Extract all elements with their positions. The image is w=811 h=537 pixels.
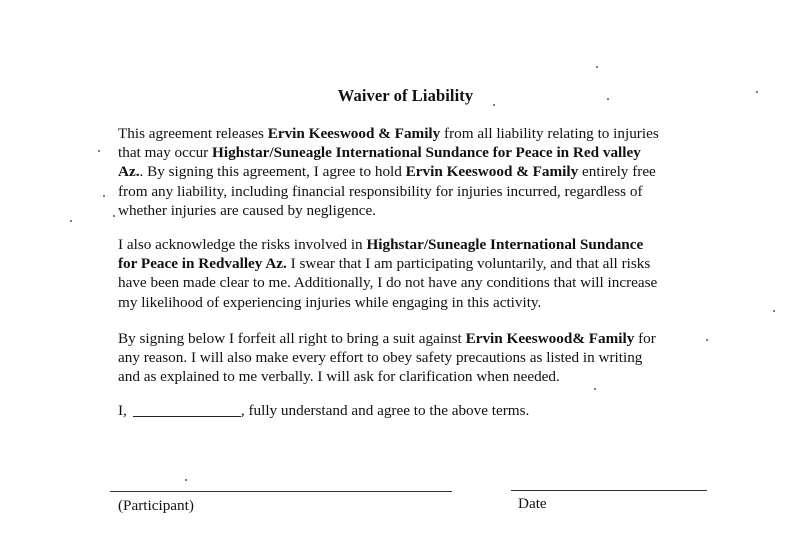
risk-acknowledgement-paragraph bbox=[118, 235, 708, 312]
bold-event-name: Highstar/Suneagle International Sundance for Peace in Red valley bbox=[212, 144, 641, 162]
agreement-statement bbox=[118, 402, 529, 420]
agreement-suffix: , fully understand and agree to the above terms. bbox=[240, 402, 530, 419]
scan-speck bbox=[596, 66, 598, 68]
document-title: Waiver of Liability bbox=[337, 86, 474, 105]
paragraph-line: whether injuries are caused by negligence. bbox=[118, 201, 377, 219]
paragraph-line bbox=[118, 235, 708, 254]
scan-speck bbox=[98, 150, 100, 152]
paragraph-line: my likelihood of experiencing injuries while engaging in this activity. bbox=[118, 293, 542, 311]
bold-name: Ervin Keeswood & Family bbox=[405, 163, 579, 181]
paragraph-line: have been made clear to me. Additionally, I do not have any conditions that will increase bbox=[118, 274, 658, 292]
agreement-prefix: I, bbox=[118, 402, 127, 419]
bold-name: Ervin Keeswood & Family bbox=[267, 125, 441, 142]
scan-speck bbox=[493, 104, 495, 106]
bold-event-name: for Peace in Redvalley Az. bbox=[118, 255, 287, 273]
text-run: By signing below I forfeit all right to bring a suit against bbox=[118, 330, 466, 347]
scan-speck bbox=[103, 195, 105, 197]
release-paragraph bbox=[118, 124, 708, 220]
paragraph-line bbox=[118, 124, 708, 143]
scan-speck bbox=[773, 310, 775, 312]
text-run: entirely free bbox=[578, 163, 656, 181]
scan-speck bbox=[756, 91, 758, 93]
name-blank-field[interactable] bbox=[133, 402, 241, 417]
participant-label: (Participant) bbox=[118, 497, 194, 514]
bold-event-name: Highstar/Suneagle International Sundance bbox=[366, 236, 644, 253]
forfeit-paragraph bbox=[118, 329, 708, 387]
text-run: for bbox=[634, 330, 656, 347]
scan-speck bbox=[113, 215, 115, 217]
text-run: This agreement releases bbox=[118, 125, 268, 142]
scan-speck bbox=[70, 220, 72, 222]
paragraph-line bbox=[118, 143, 708, 162]
scan-speck bbox=[607, 98, 609, 100]
paragraph-line: from any liability, including financial responsibility for injuries incurred, regardless of bbox=[118, 182, 643, 200]
paragraph-line: and as explained to me verbally. I will ask for clarification when needed. bbox=[118, 368, 560, 386]
paragraph-line bbox=[118, 162, 708, 181]
paragraph-line bbox=[118, 329, 708, 348]
scan-speck bbox=[185, 479, 187, 481]
bold-name: Ervin Keeswood& Family bbox=[465, 330, 635, 347]
date-label: Date bbox=[518, 495, 547, 512]
text-run: from all liability relating to injuries bbox=[440, 125, 659, 142]
text-run: that may occur bbox=[118, 144, 213, 162]
text-run: I also acknowledge the risks involved in bbox=[118, 236, 367, 253]
date-signature-line[interactable] bbox=[511, 490, 707, 491]
scan-speck bbox=[706, 339, 708, 341]
text-run: I swear that I am participating voluntarily, and that all risks bbox=[286, 255, 651, 273]
text-run: . By signing this agreement, I agree to hold bbox=[139, 163, 406, 181]
paragraph-line: any reason. I will also make every effort to obey safety precautions as listed in writing bbox=[118, 349, 643, 367]
scan-speck bbox=[594, 388, 596, 390]
bold-location: Az. bbox=[118, 163, 140, 181]
participant-signature-line[interactable] bbox=[110, 491, 452, 492]
paragraph-line bbox=[118, 254, 708, 273]
